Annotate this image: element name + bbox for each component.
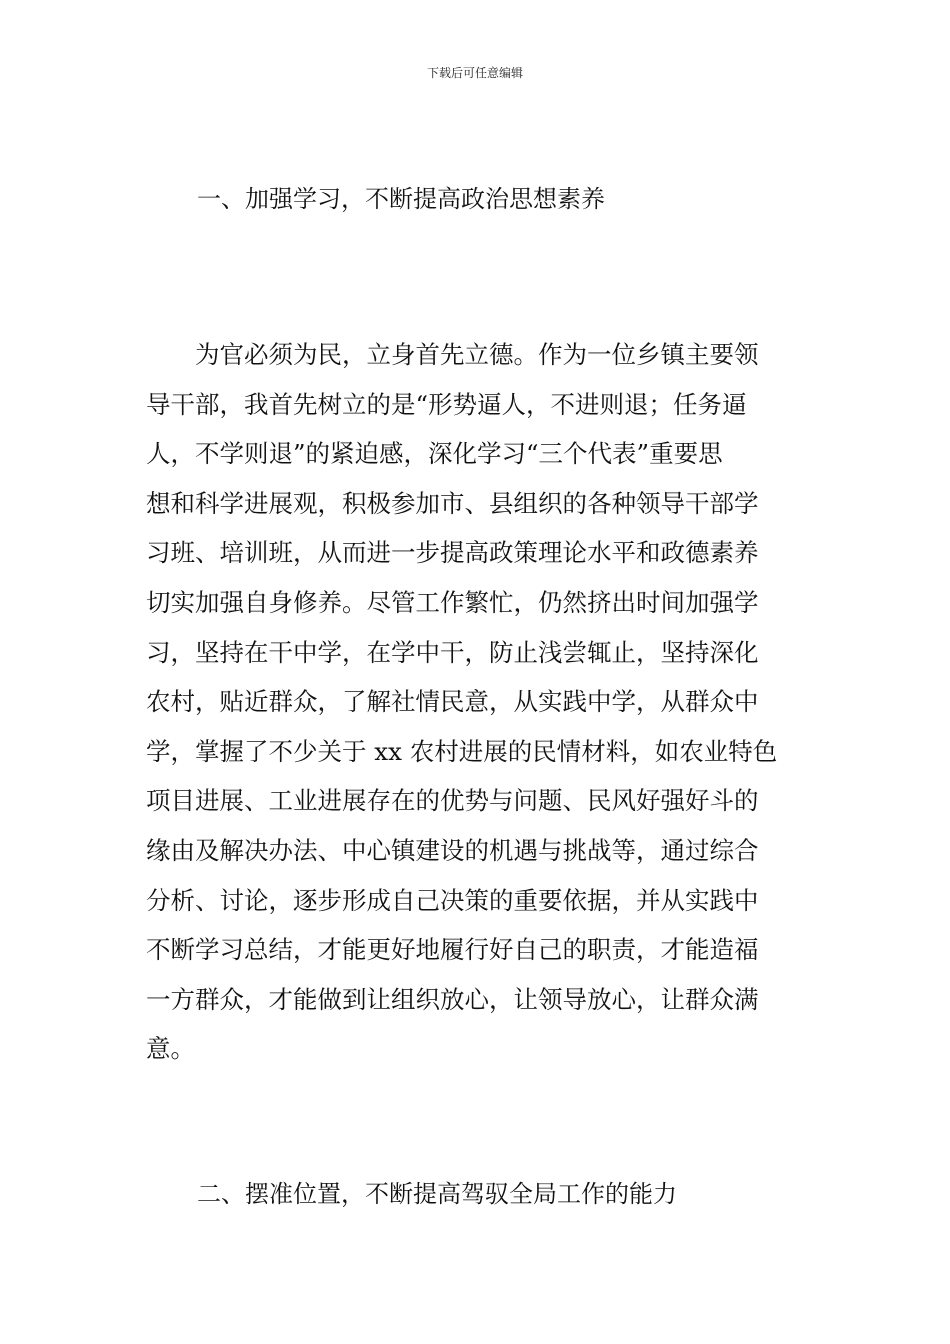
- paragraph-line: 习班、培训班，从而进一步提高政策理论水平和政德素养: [146, 538, 759, 568]
- paragraph-line: 学，掌握了不少关于 xx 农村进展的民情材料，如农业特色: [146, 736, 778, 766]
- section-heading-2: 二、摆准位置，不断提高驾驭全局工作的能力: [197, 1180, 677, 1208]
- paragraph-line: 缘由及解决办法、中心镇建设的机遇与挑战等，通过综合: [146, 835, 759, 865]
- paragraph-line: 切实加强自身修养。尽管工作繁忙，仍然挤出时间加强学: [146, 587, 759, 617]
- paragraph-line: 习，坚持在干中学，在学中干，防止浅尝辄止，坚持深化: [146, 637, 759, 667]
- page-header: 下载后可任意编辑: [426, 66, 523, 80]
- paragraph-line: 意。: [146, 1034, 195, 1064]
- paragraph-line: 想和科学进展观，积极参加市、县组织的各种领导干部学: [146, 488, 759, 518]
- paragraph-line: 不断学习总结，才能更好地履行好自己的职责，才能造福: [146, 935, 759, 965]
- section-heading-1: 一、加强学习，不断提高政治思想素养: [197, 185, 605, 213]
- body-paragraph: [146, 330, 810, 1074]
- paragraph-line: 一方群众，才能做到让组织放心，让领导放心，让群众满: [146, 984, 759, 1014]
- paragraph-line: 人，不学则退”的紧迫感，深化学习“三个代表”重要思: [146, 439, 723, 469]
- paragraph-line: 农村，贴近群众，了解社情民意，从实践中学，从群众中: [146, 687, 759, 717]
- paragraph-line: 为官必须为民，立身首先立德。作为一位乡镇主要领: [146, 340, 759, 369]
- paragraph-line: 导干部，我首先树立的是“形势逼人，不进则退；任务逼: [146, 389, 747, 419]
- paragraph-line: 项目进展、工业进展存在的优势与问题、民风好强好斗的: [146, 786, 759, 816]
- paragraph-line: 分析、讨论，逐步形成自己决策的重要依据，并从实践中: [146, 885, 759, 915]
